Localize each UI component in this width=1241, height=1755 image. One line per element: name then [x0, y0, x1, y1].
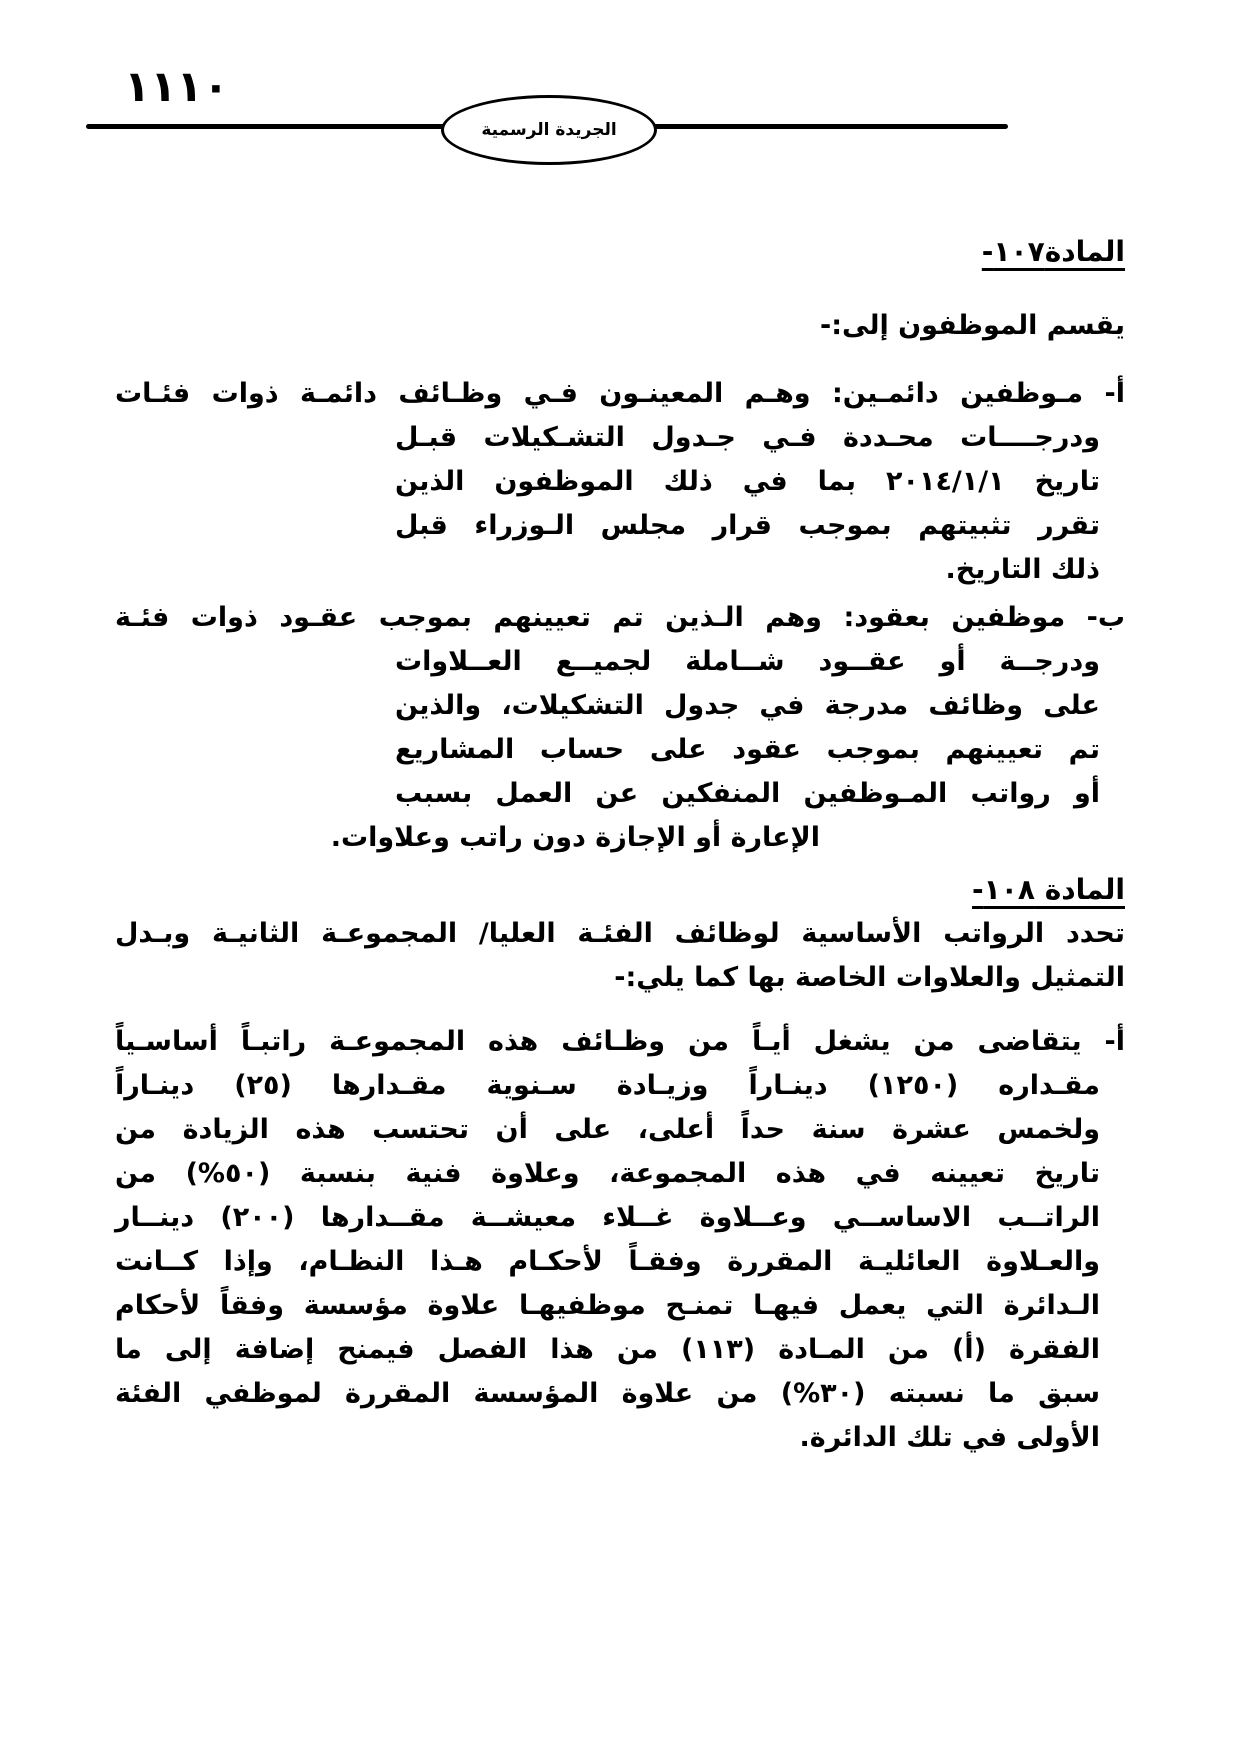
clause-line: ذلك التاريخ.: [945, 554, 1100, 585]
clause-line: مقـداره (١٢٥٠) دينـاراً وزيـادة سـنوية مقـدارها (٢٥) دينـاراً: [115, 1070, 1100, 1101]
page-number: ١١١٠: [124, 62, 229, 112]
article-108-intro-line: التمثيل والعلاوات الخاصة بها كما يلي:-: [614, 962, 1125, 993]
article-107-clause-b: [115, 596, 1125, 860]
clause-b-continuation: [395, 640, 1100, 816]
clause-line: تاريخ تعيينه في هذه المجموعة، وعلاوة فنية بنسبة (٥٠%) من: [115, 1158, 1100, 1189]
clause-line: الراتــب الاساســي وعــلاوة غــلاء معيشــة مقــدارها (٢٠٠) دينــار: [115, 1202, 1100, 1233]
clause-line: الإعارة أو الإجازة دون راتب وعلاوات.: [330, 822, 820, 853]
clause-line: على وظائف مدرجة في جدول التشكيلات، والذين: [395, 690, 1100, 721]
article-107-heading: المادة١٠٧-: [981, 235, 1125, 268]
clause-a-continuation: [395, 416, 1100, 592]
clause-line: ولخمس عشرة سنة حداً أعلى، على أن تحتسب هذه الزيادة من: [115, 1114, 1100, 1145]
clause-a-108-continuation: [115, 1064, 1100, 1460]
article-108-clause-a: [115, 1020, 1125, 1460]
clause-line: ب- موظفين بعقود: وهم الـذين تم تعيينهم بموجب عقـود ذوات فئـة: [115, 602, 1125, 633]
gazette-title: الجريدة الرسمية: [481, 120, 617, 140]
clause-line: تقرر تثبيتهم بموجب قرار مجلس الـوزراء قبل: [395, 510, 1100, 541]
clause-line: أ- يتقاضى من يشغل أيـاً من وظـائف هذه المجموعـة راتبـاً أساسـياً: [115, 1026, 1125, 1057]
clause-line: أو رواتب المـوظفين المنفكين عن العمل بسبب: [395, 778, 1100, 809]
clause-line: والعـلاوة العائليـة المقررة وفقـاً لأحكـام هـذا النظـام، وإذا كــانت: [115, 1246, 1100, 1277]
clause-line: الـدائرة التي يعمل فيهـا تمنـح موظفيهـا علاوة مؤسسة وفقاً لأحكام: [115, 1290, 1100, 1321]
clause-line: ودرجــة أو عقــود شــاملة لجميــع العــلاوات: [395, 646, 1100, 677]
clause-line: الفقرة (أ) من المـادة (١١٣) من هذا الفصل فيمنح إضافة إلى ما: [115, 1334, 1100, 1365]
clause-line: ودرجــــات محـددة فـي جـدول التشـكيلات قبـل: [395, 422, 1100, 453]
clause-line: تم تعيينهم بموجب عقود على حساب المشاريع: [395, 734, 1100, 765]
clause-line: الأولى في تلك الدائرة.: [799, 1422, 1100, 1453]
clause-line: سبق ما نسبته (٣٠%) من علاوة المؤسسة المقررة لموظفي الفئة: [115, 1378, 1100, 1409]
article-108-heading: المادة ١٠٨-: [972, 873, 1125, 906]
article-107-intro: يقسم الموظفون إلى:-: [820, 310, 1125, 341]
clause-line: تاريخ ٢٠١٤/١/١ بما في ذلك الموظفون الذين: [395, 466, 1100, 497]
article-107-clause-a: [115, 372, 1125, 592]
article-108-intro-line: تحدد الرواتب الأساسية لوظائف الفئـة العليا/ المجموعـة الثانيـة وبـدل: [115, 918, 1125, 949]
document-body: [115, 230, 1125, 1460]
gazette-title-oval: [441, 95, 657, 165]
clause-line: أ- مـوظفين دائمـين: وهـم المعينـون فـي وظـائف دائمـة ذوات فئـات: [115, 378, 1125, 409]
